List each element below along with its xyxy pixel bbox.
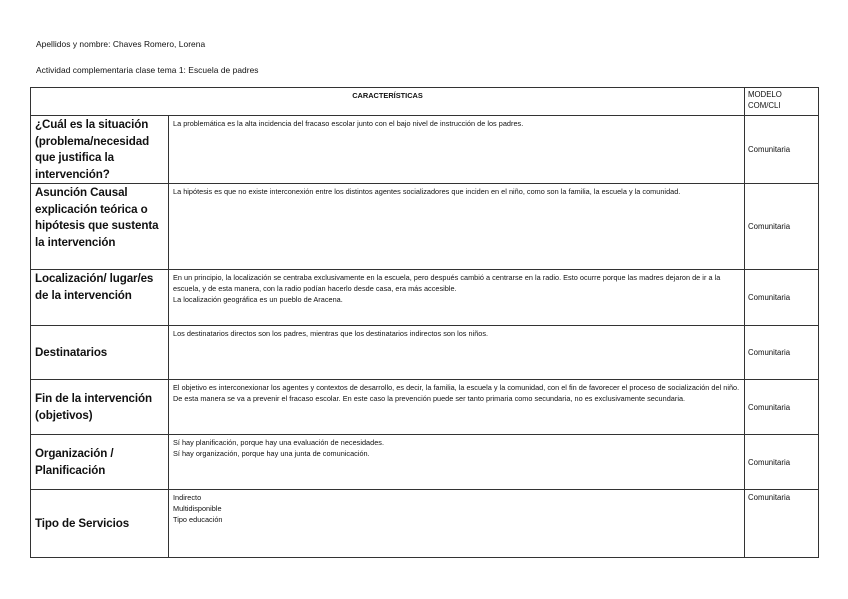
description-line: Tipo educación <box>173 515 223 524</box>
table-row <box>31 435 819 490</box>
description-line: Los destinatarios directos son los padres, mientras que los destinatarios indirectos son los niños. <box>173 329 489 338</box>
table-row <box>31 184 819 270</box>
row-model-destinatarios: Comunitaria <box>745 326 819 380</box>
description-line: Sí hay organización, porque hay una junta de comunicación. <box>173 449 370 458</box>
row-label-localizacion: Localización/ lugar/es de la intervención <box>31 270 169 326</box>
description-line: La problemática es la alta incidencia del fracaso escolar junto con el bajo nivel de instrucción de los padres. <box>173 119 524 128</box>
characteristics-table <box>30 87 819 558</box>
row-description-asuncion <box>169 184 745 270</box>
model-header-line1: MODELO <box>748 90 782 99</box>
row-model-situacion: Comunitaria <box>745 116 819 184</box>
row-description-organizacion <box>169 435 745 490</box>
row-description-servicios <box>169 490 745 558</box>
model-column-header <box>745 88 819 116</box>
description-line: Indirecto <box>173 493 202 502</box>
table-row <box>31 270 819 326</box>
row-model-asuncion: Comunitaria <box>745 184 819 270</box>
description-line: La hipótesis es que no existe interconexión entre los distintos agentes socializadores que inciden en el niño, como son la familia, la escuela y la comunidad. <box>173 187 681 196</box>
student-name-line: Apellidos y nombre: Chaves Romero, Lorena <box>36 39 206 49</box>
description-line: La localización geográfica es un pueblo de Aracena. <box>173 295 343 304</box>
row-label-asuncion: Asunción Causal explicación teórica o hipótesis que sustenta la intervención <box>31 184 169 270</box>
row-label-servicios: Tipo de Servicios <box>31 490 169 558</box>
model-header-line2: COM/CLI <box>748 100 781 110</box>
row-description-objetivos <box>169 380 745 435</box>
activity-title-line: Actividad complementaria clase tema 1: Escuela de padres <box>36 65 259 75</box>
row-description-destinatarios <box>169 326 745 380</box>
characteristics-column-header: CARACTERÍSTICAS <box>31 88 745 116</box>
table-row <box>31 490 819 558</box>
description-line: Sí hay planificación, porque hay una evaluación de necesidades. <box>173 438 384 447</box>
row-label-destinatarios: Destinatarios <box>31 326 169 380</box>
description-line: El objetivo es interconexionar los agentes y contextos de desarrollo, es decir, la familia, la escuela y la comunidad, con el fin de favorecer el proceso de socialización del niño. De esta manera se va a prevenir el fracaso escolar. En este caso la prevención puede ser tanto primaria como secundaria, no es exclusivamente secundaria. <box>173 383 740 403</box>
row-model-organizacion: Comunitaria <box>745 435 819 490</box>
row-label-organizacion: Organización / Planificación <box>31 435 169 490</box>
row-model-localizacion: Comunitaria <box>745 270 819 326</box>
row-model-servicios: Comunitaria <box>745 490 819 558</box>
row-label-objetivos: Fin de la intervención (objetivos) <box>31 380 169 435</box>
row-model-objetivos: Comunitaria <box>745 380 819 435</box>
table-row <box>31 116 819 184</box>
row-description-situacion <box>169 116 745 184</box>
row-description-localizacion <box>169 270 745 326</box>
row-label-situacion: ¿Cuál es la situación (problema/necesidad que justifica la intervención? <box>31 116 169 184</box>
description-line: Multidisponible <box>173 504 222 513</box>
description-line: En un principio, la localización se centraba exclusivamente en la escuela, pero después cambió a centrarse en la radio. Esto ocurre porque las madres dejaron de ir a la escuela, y de esta manera, con la radio podían hacerlo desde casa, era más accesible. <box>173 273 721 293</box>
table-header-row <box>31 88 819 116</box>
table-row <box>31 380 819 435</box>
table-row <box>31 326 819 380</box>
